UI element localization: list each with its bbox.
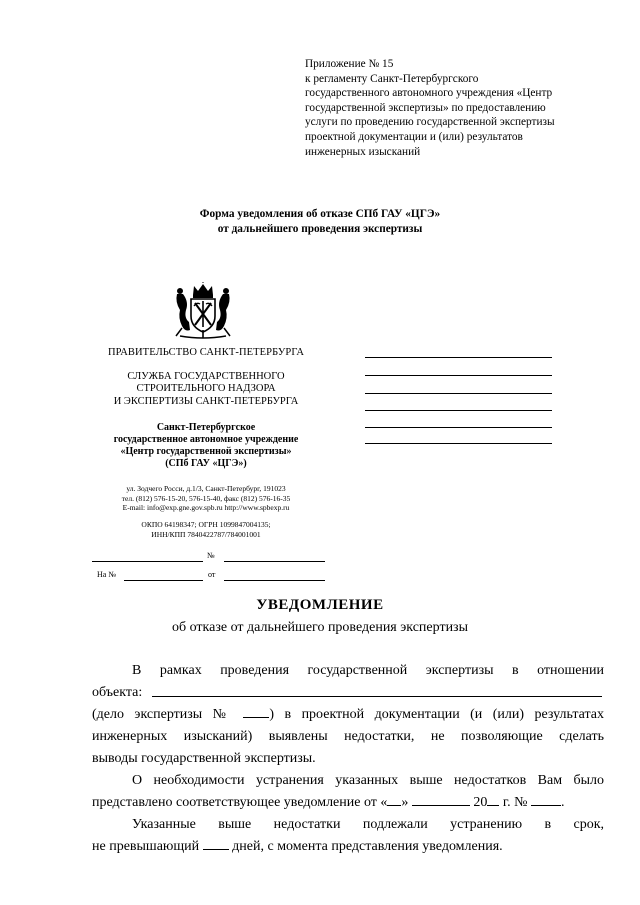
outgoing-number-line <box>224 561 325 562</box>
in-reply-date-line <box>224 580 325 581</box>
institution-name-line: (СПб ГАУ «ЦГЭ») <box>165 458 247 469</box>
in-reply-number-line <box>124 580 203 581</box>
service-name <box>86 371 326 408</box>
coat-of-arms-emblem <box>172 282 234 340</box>
codes-line: ИНН/КПП 7840422787/784001001 <box>151 529 261 539</box>
service-name-line: И ЭКСПЕРТИЗЫ САНКТ-ПЕТЕРБУРГА <box>113 395 299 407</box>
service-name-line: СТРОИТЕЛЬНОГО НАДЗОРА <box>136 383 276 395</box>
government-name: ПРАВИТЕЛЬСТВО САНКТ-ПЕТЕРБУРГА <box>107 347 305 358</box>
appendix-line: проектной документации и (или) результатов <box>305 130 523 143</box>
appendix-line: государственного автономного учреждения «Центр <box>305 87 553 100</box>
notice-heading: УВЕДОМЛЕНИЕ <box>256 597 384 613</box>
in-reply-label: На № <box>97 570 116 579</box>
appendix-line: государственной экспертизы» по предоставлению <box>305 101 546 114</box>
outgoing-date-line <box>92 561 203 562</box>
deadline-prefix: не превышающий <box>92 839 200 854</box>
appendix-note <box>305 57 605 159</box>
prior-notice-day-blank <box>387 793 401 806</box>
paragraph-1-line-3 <box>92 704 604 726</box>
appendix-line: инженерных изысканий <box>305 145 421 158</box>
paragraph-2-line-1: О необходимости устранения указанных выше недостатков Вам было <box>132 773 604 788</box>
institution-name-line: государственное автономное учреждение <box>113 434 299 445</box>
notice-subheading: об отказе от дальнейшего проведения экспертизы <box>171 620 468 635</box>
recipient-line <box>365 375 552 376</box>
from-label: от <box>208 570 216 579</box>
case-number-blank <box>243 705 269 718</box>
codes-line: ОКПО 64198347; ОГРН 1099847004135; <box>141 520 271 529</box>
prior-notice-prefix: представлено соответствующее уведомление от « <box>92 795 388 810</box>
paragraph-1-line-5: выводы государственной экспертизы. <box>92 751 316 766</box>
number-sign: № <box>207 551 215 560</box>
form-title-line: от дальнейшего проведения экспертизы <box>217 222 423 235</box>
form-title <box>120 207 520 236</box>
paragraph-1-line-1: В рамках проведения государственной экспертизы в отношении <box>132 663 604 678</box>
contact-details <box>86 484 326 513</box>
object-name-line <box>152 696 602 697</box>
paragraph-2-line-2 <box>92 792 564 814</box>
recipient-line <box>365 427 552 428</box>
contact-address: ул. Зодчего Росси, д.1/3, Санкт-Петербург, 191023 <box>126 484 286 493</box>
prior-notice-quote: » <box>401 795 409 810</box>
recipient-line <box>365 443 552 444</box>
recipient-line <box>365 393 552 394</box>
institution-name <box>86 422 326 470</box>
prior-notice-month-blank <box>412 793 470 806</box>
case-number-suffix: ) в проектной документации (и (или) результатах <box>269 707 604 722</box>
paragraph-3-line-2 <box>92 836 503 858</box>
deadline-suffix: дней, с момента представления уведомления. <box>232 839 503 854</box>
prior-notice-end: . <box>560 795 565 810</box>
contact-phone: тел. (812) 576-15-20, 576-15-40, факс (812) 576-16-35 <box>121 493 291 503</box>
recipient-line <box>365 410 552 411</box>
prior-notice-year-blank <box>487 793 499 806</box>
service-name-line: СЛУЖБА ГОСУДАРСТВЕННОГО <box>127 371 285 382</box>
paragraph-1-line-4: инженерных изысканий) выявлены недостатки, не позволяющие сделать <box>92 729 604 744</box>
appendix-line: услуги по проведению государственной экспертизы <box>305 116 555 129</box>
object-label: объекта: <box>92 685 143 700</box>
paragraph-3-line-1: Указанные выше недостатки подлежали устранению в срок, <box>132 817 604 832</box>
prior-notice-year-prefix: 20 <box>473 795 488 810</box>
contact-email: E-mail: info@exp.gne.gov.spb.ru http://www.spbexp.ru <box>122 503 290 513</box>
form-title-line: Форма уведомления об отказе СПб ГАУ «ЦГЭ» <box>199 208 441 220</box>
prior-notice-number-blank <box>531 793 561 806</box>
institution-name-line: Санкт-Петербургское <box>156 422 256 433</box>
case-number-prefix: (дело экспертизы № <box>92 707 233 722</box>
appendix-line: Приложение № 15 <box>305 58 394 70</box>
prior-notice-year-suffix: г. № <box>502 795 528 810</box>
appendix-line: к регламенту Санкт-Петербургского <box>305 72 479 85</box>
deadline-days-blank <box>203 837 229 850</box>
registration-codes <box>86 520 326 539</box>
recipient-line <box>365 357 552 358</box>
institution-name-line: «Центр государственной экспертизы» <box>120 446 292 457</box>
